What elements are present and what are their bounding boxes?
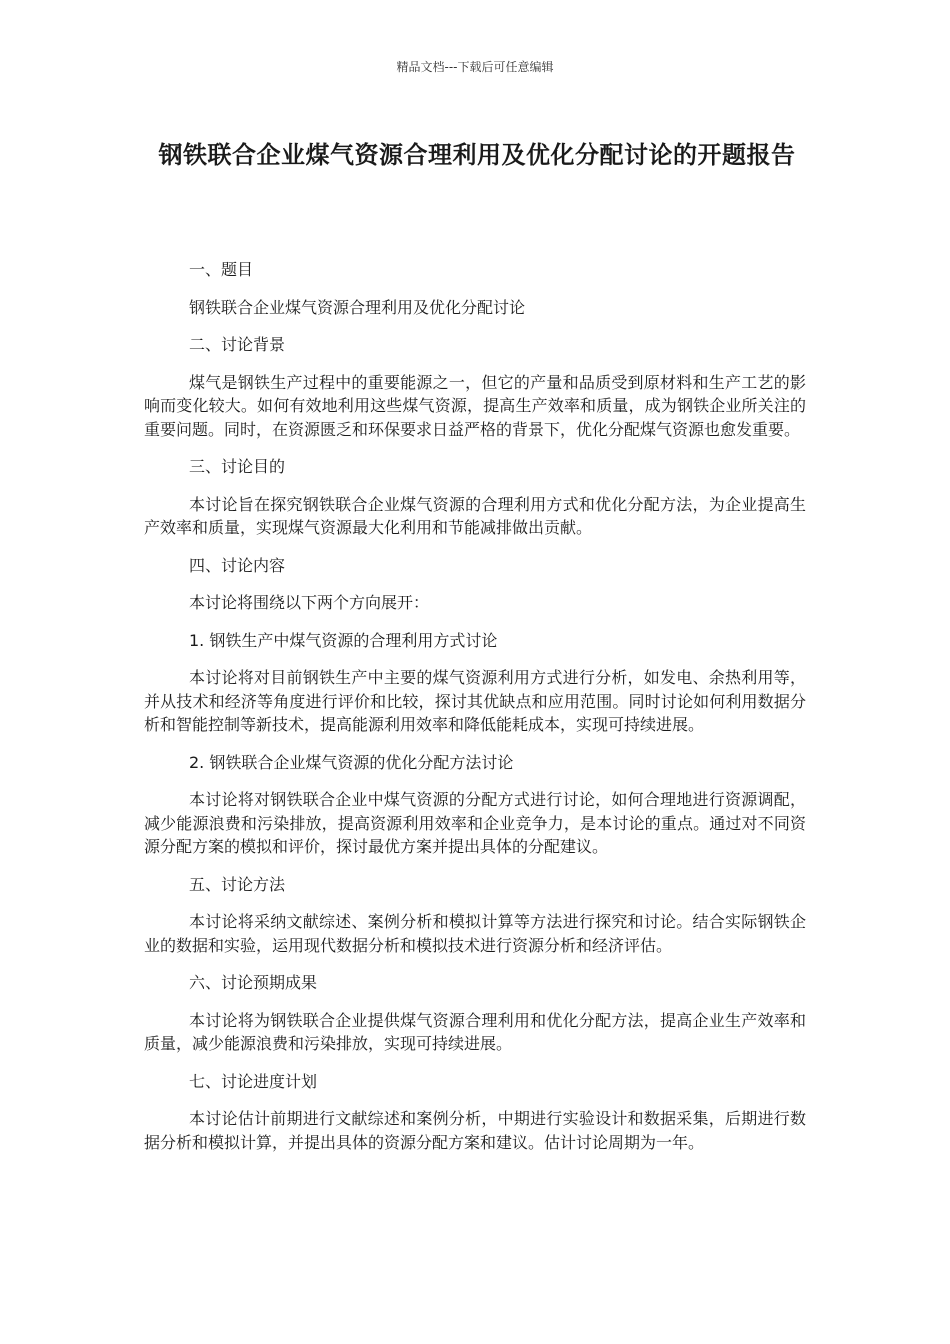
paragraph: 本讨论将围绕以下两个方向展开： <box>189 593 430 612</box>
paragraph: 煤气是钢铁生产过程中的重要能源之一，但它的产量和品质受到原材料和生产工艺的影响而变化较大。如何有效地利用这些煤气资源，提高生产效率和质量，成为钢铁企业所关注的重要问题。同时，在资源匮乏和环保要求日益严格的背景下，优化分配煤气资源也愈发重要。 <box>144 372 806 439</box>
paragraph: 本讨论旨在探究钢铁联合企业煤气资源的合理利用方式和优化分配方法，为企业提高生产效率和质量，实现煤气资源最大化利用和节能减排做出贡献。 <box>144 494 806 537</box>
paragraph: 本讨论将采纳文献综述、案例分析和模拟计算等方法进行探究和讨论。结合实际钢铁企业的数据和实验，运用现代数据分析和模拟技术进行资源分析和经济评估。 <box>144 912 806 955</box>
subsection-heading: 2. 钢铁联合企业煤气资源的优化分配方法讨论 <box>189 752 514 772</box>
section-heading: 二、讨论背景 <box>189 335 286 354</box>
section-heading: 四、讨论内容 <box>189 555 286 575</box>
paragraph: 本讨论将对钢铁联合企业中煤气资源的分配方式进行讨论，如何合理地进行资源调配，减少能源浪费和污染排放，提高资源利用效率和企业竞争力，是本讨论的重点。通过对不同资源分配方案的模拟和评价，探讨最优方案并提出具体的分配建议。 <box>144 790 806 856</box>
section-heading: 五、讨论方法 <box>189 874 286 894</box>
paragraph: 本讨论将为钢铁联合企业提供煤气资源合理利用和优化分配方法，提高企业生产效率和质量，减少能源浪费和污染排放，实现可持续进展。 <box>144 1010 806 1053</box>
section-heading: 一、题目 <box>189 260 254 279</box>
subsection-heading: 1. 钢铁生产中煤气资源的合理利用方式讨论 <box>189 630 498 650</box>
section-heading: 三、讨论目的 <box>189 457 286 476</box>
header-note: 精品文档---下载后可任意编辑 <box>396 60 554 74</box>
paragraph: 本讨论将对目前钢铁生产中主要的煤气资源利用方式进行分析，如发电、余热利用等，并从技术和经济等角度进行评价和比较，探讨其优缺点和应用范围。同时讨论如何利用数据分析和智能控制等新技术，提高能源利用效率和降低能耗成本，实现可持续进展。 <box>144 668 806 734</box>
document-body <box>144 258 806 1168</box>
paragraph: 钢铁联合企业煤气资源合理利用及优化分配讨论 <box>189 297 526 317</box>
section-heading: 六、讨论预期成果 <box>189 973 318 992</box>
paragraph: 本讨论估计前期进行文献综述和案例分析，中期进行实验设计和数据采集，后期进行数据分析和模拟计算，并提出具体的资源分配方案和建议。估计讨论周期为一年。 <box>144 1109 806 1152</box>
document-title: 钢铁联合企业煤气资源合理利用及优化分配讨论的开题报告 <box>158 141 796 169</box>
section-heading: 七、讨论进度计划 <box>189 1071 318 1091</box>
